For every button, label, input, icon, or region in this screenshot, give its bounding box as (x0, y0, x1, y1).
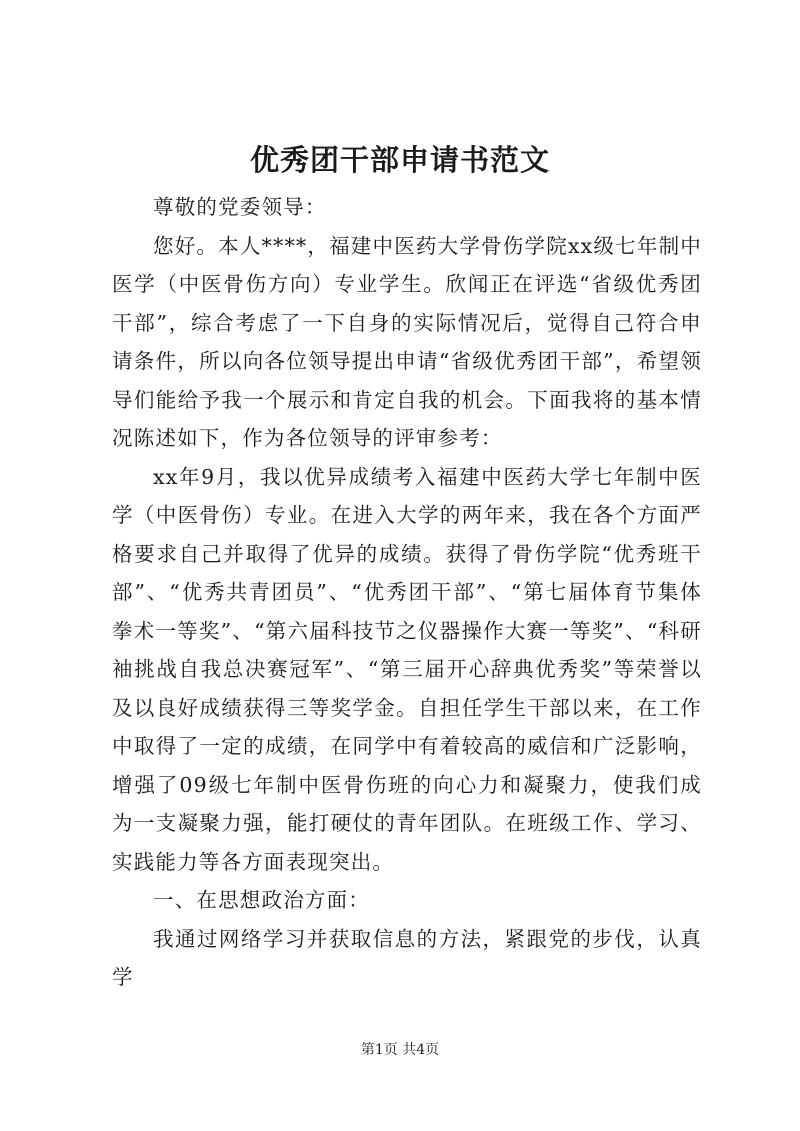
greeting-paragraph: 您好。本人****，福建中医药大学骨伤学院xx级七年制中医学（中医骨伤方向）专业学生。欣闻正在评选“省级优秀团干部”，综合考虑了一下自身的实际情况后，觉得自己符合申请条件，所以向各位领导提出申请“省级优秀团干部”，希望领导们能给予我一个展示和肯定自我的机会。下面我将的基本情况陈述如下，作为各位领导的评审参考： (112, 233, 702, 450)
achievements-paragraph: xx年9月，我以优异成绩考入福建中医药大学七年制中医学（中医骨伤）专业。在进入大学的两年来，我在各个方面严格要求自己并取得了优异的成绩。获得了骨伤学院“优秀班干部”、“优秀共青团员”、“优秀团干部”、“第七届体育节集体拳术一等奖”、“第六届科技节之仪器操作大赛一等奖”、“科研袖挑战自我总决赛冠军”、“第三届开心辞典优秀奖”等荣誉以及以良好成绩获得三等奖学金。自担任学生干部以来，在工作中取得了一定的成绩，在同学中有着较高的威信和广泛影响，增强了09级七年制中医骨伤班的向心力和凝聚力，使我们成为一支凝聚力强，能打硬仗的青年团队。在班级工作、学习、实践能力等各方面表现突出。 (112, 464, 702, 874)
politics-paragraph: 我通过网络学习并获取信息的方法，紧跟党的步伐，认真学 (112, 926, 702, 989)
document-title: 优秀团干部申请书范文 (249, 143, 550, 177)
page-number-footer: 第1页 共4页 (360, 1042, 440, 1058)
salutation-paragraph: 尊敬的党委领导： (153, 195, 327, 219)
section-heading-politics: 一、在思想政治方面： (153, 888, 370, 912)
document-body (112, 188, 702, 997)
